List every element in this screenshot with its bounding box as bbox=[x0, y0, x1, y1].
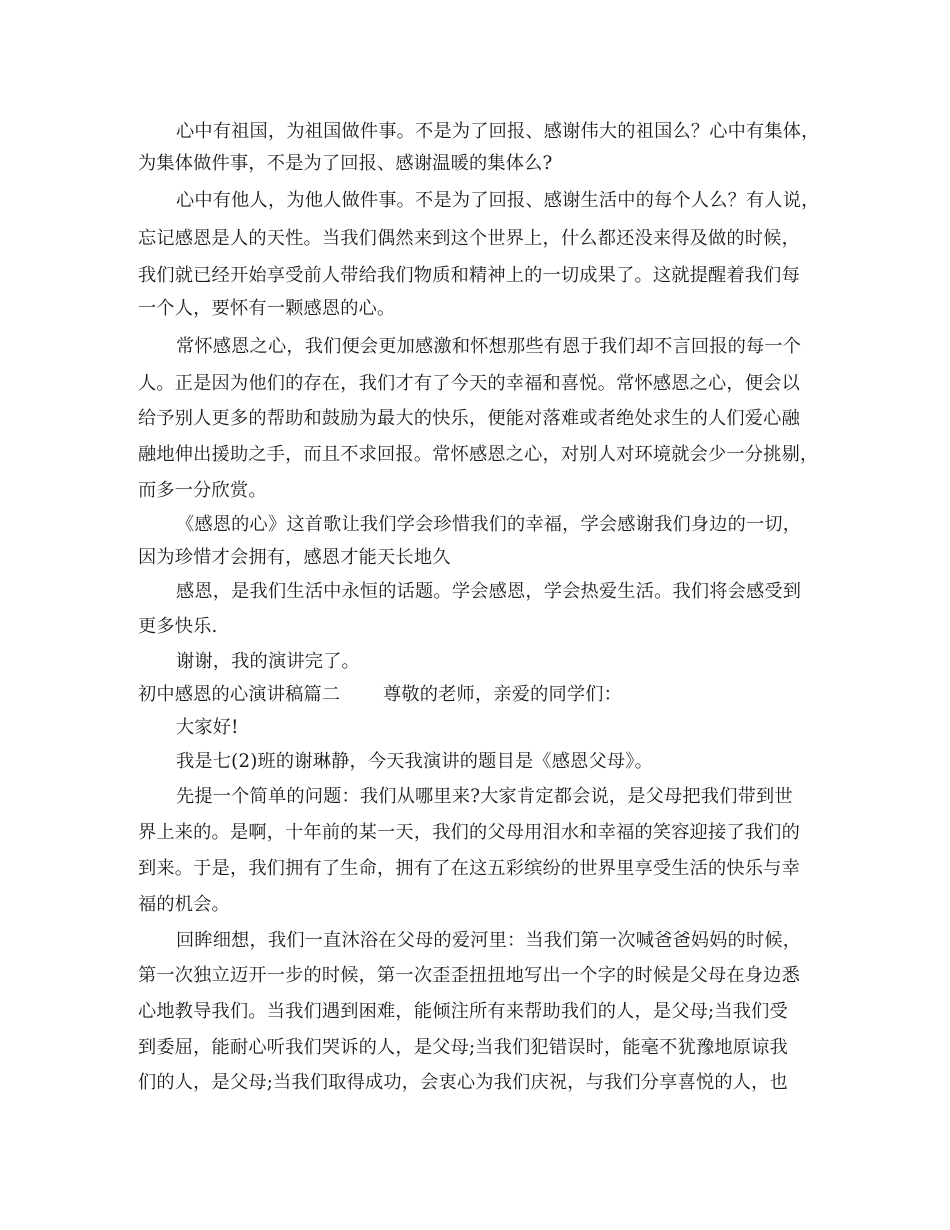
paragraph-line: 而多一分欣赏。 bbox=[138, 480, 267, 501]
paragraph-line: 心中有他人，为他人做件事。不是为了回报、感谢生活中的每个人么？有人说， bbox=[176, 190, 820, 211]
paragraph-line: 第一次独立迈开一步的时候，第一次歪歪扭扭地写出一个字的时候是父母在身边悉 bbox=[138, 965, 800, 986]
paragraph-line: 感恩，是我们生活中永恒的话题。学会感恩，学会热爱生活。我们将会感受到 bbox=[176, 581, 802, 602]
paragraph-line: 常怀感恩之心，我们便会更加感激和怀想那些有恩于我们却不言回报的每一个 bbox=[176, 336, 802, 357]
paragraph-line: 大家好! bbox=[176, 717, 239, 738]
paragraph-line: 给予别人更多的帮助和鼓励为最大的快乐，便能对落难或者绝处求生的人们爱心融 bbox=[138, 408, 800, 429]
paragraph-line: 我是七(2)班的谢琳静，今天我演讲的题目是《感恩父母》。 bbox=[176, 751, 653, 772]
paragraph-line: 我们就已经开始享受前人带给我们物质和精神上的一切成果了。这就提醒着我们每 bbox=[138, 265, 800, 286]
paragraph-line: 福的机会。 bbox=[138, 894, 230, 915]
paragraph-line: 心地教导我们。当我们遇到困难，能倾注所有来帮助我们的人，是父母;当我们受 bbox=[138, 1001, 788, 1022]
paragraph-line: 因为珍惜才会拥有，感恩才能天长地久 bbox=[138, 547, 451, 568]
paragraph-line: 人。正是因为他们的存在，我们才有了今天的幸福和喜悦。常怀感恩之心，便会以 bbox=[138, 373, 800, 394]
paragraph-line: 忘记感恩是人的天性。当我们偶然来到这个世界上，什么都还没来得及做的时候， bbox=[138, 228, 800, 249]
paragraph-line: 到来。于是，我们拥有了生命，拥有了在这五彩缤纷的世界里享受生活的快乐与幸 bbox=[138, 858, 800, 879]
paragraph-line: 心中有祖国，为祖国做件事。不是为了回报、感谢伟大的祖国么？心中有集体， bbox=[176, 121, 820, 142]
section-greeting: 尊敬的老师，亲爱的同学们： bbox=[383, 684, 623, 705]
paragraph-line: 更多快乐. bbox=[138, 616, 218, 637]
paragraph-line: 到委屈，能耐心听我们哭诉的人，是父母;当我们犯错误时，能毫不犹豫地原谅我 bbox=[138, 1037, 788, 1058]
paragraph-line: 界上来的。是啊，十年前的某一天，我们的父母用泪水和幸福的笑容迎接了我们的 bbox=[138, 822, 800, 843]
paragraph-line: 们的人，是父母;当我们取得成功，会衷心为我们庆祝，与我们分享喜悦的人，也 bbox=[138, 1072, 788, 1093]
section-title: 初中感恩的心演讲稿篇二 bbox=[138, 684, 341, 705]
paragraph-line: 融地伸出援助之手，而且不求回报。常怀感恩之心，对别人对环境就会少一分挑剔， bbox=[138, 444, 819, 465]
paragraph-line: 先提一个简单的问题：我们从哪里来?大家肯定都会说，是父母把我们带到世 bbox=[176, 786, 793, 807]
paragraph-line: 为集体做件事，不是为了回报、感谢温暖的集体么? bbox=[138, 153, 553, 174]
paragraph-line: 回眸细想，我们一直沐浴在父母的爱河里：当我们第一次喊爸爸妈妈的时候， bbox=[176, 930, 802, 951]
paragraph-line: 谢谢，我的演讲完了。 bbox=[176, 651, 360, 672]
paragraph-line: 一个人，要怀有一颗感恩的心。 bbox=[138, 298, 396, 319]
paragraph-line: 《感恩的心》这首歌让我们学会珍惜我们的幸福，学会感谢我们身边的一切， bbox=[176, 514, 802, 535]
